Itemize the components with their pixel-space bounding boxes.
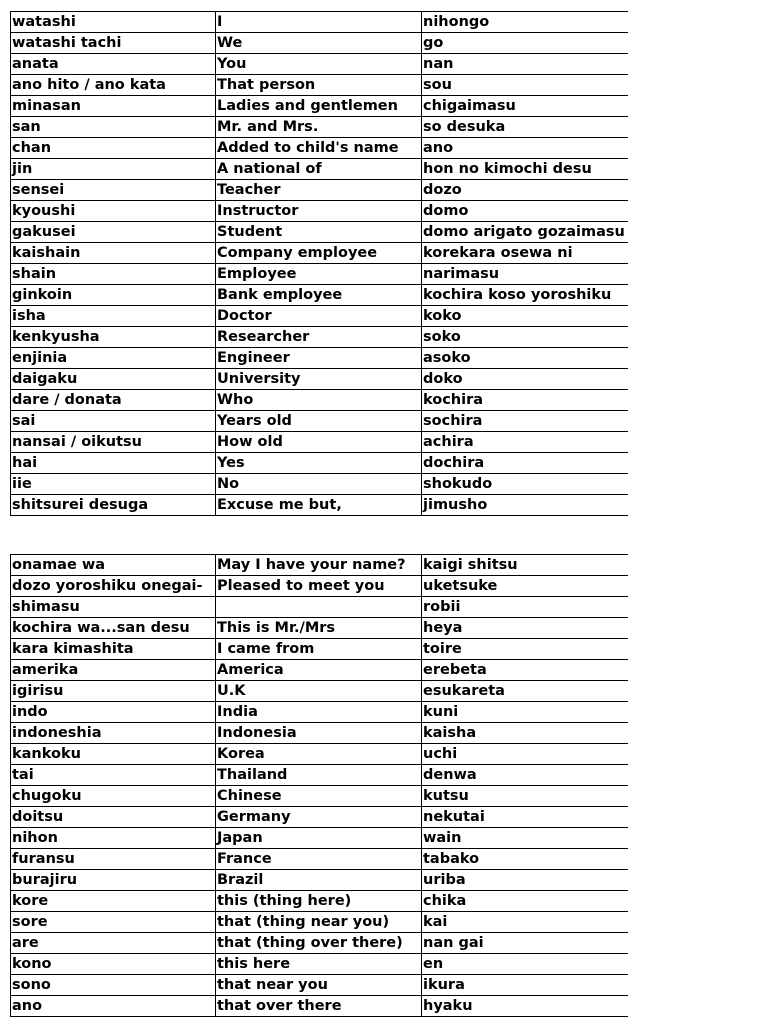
- table-row: [11, 618, 628, 639]
- romaji-cell: nihon: [11, 828, 216, 849]
- romaji-cell: kaishain: [11, 243, 216, 264]
- meaning-cell: I came from: [216, 639, 422, 660]
- romaji-cell-right: shokudo: [422, 474, 628, 495]
- table-row: [11, 369, 628, 390]
- meaning-cell: Indonesia: [216, 723, 422, 744]
- meaning-cell: Mr. and Mrs.: [216, 117, 422, 138]
- romaji-cell: amerika: [11, 660, 216, 681]
- meaning-cell: We: [216, 33, 422, 54]
- romaji-cell: doitsu: [11, 807, 216, 828]
- romaji-cell-right: robii: [422, 597, 628, 618]
- romaji-cell: dozo yoroshiku onegai-: [11, 576, 216, 597]
- table-row: [11, 576, 628, 597]
- table-row: [11, 495, 628, 516]
- meaning-cell: No: [216, 474, 422, 495]
- table-row: [11, 117, 628, 138]
- meaning-cell: Bank employee: [216, 285, 422, 306]
- meaning-cell: Added to child's name: [216, 138, 422, 159]
- romaji-cell: kara kimashita: [11, 639, 216, 660]
- table-row: [11, 222, 628, 243]
- romaji-cell-right: kaisha: [422, 723, 628, 744]
- table-row: [11, 828, 628, 849]
- table-row: [11, 744, 628, 765]
- romaji-cell: daigaku: [11, 369, 216, 390]
- romaji-cell: sensei: [11, 180, 216, 201]
- romaji-cell-right: chika: [422, 891, 628, 912]
- romaji-cell-right: nihongo: [422, 12, 628, 33]
- romaji-cell: burajiru: [11, 870, 216, 891]
- romaji-cell: shimasu: [11, 597, 216, 618]
- meaning-cell: Researcher: [216, 327, 422, 348]
- romaji-cell-right: nan: [422, 54, 628, 75]
- romaji-cell-right: korekara osewa ni: [422, 243, 628, 264]
- table-row: [11, 411, 628, 432]
- romaji-cell-right: nan gai: [422, 933, 628, 954]
- romaji-cell: kankoku: [11, 744, 216, 765]
- meaning-cell: How old: [216, 432, 422, 453]
- meaning-cell: Japan: [216, 828, 422, 849]
- table-body: [11, 12, 628, 516]
- romaji-cell: kenkyusha: [11, 327, 216, 348]
- romaji-cell: tai: [11, 765, 216, 786]
- meaning-cell: India: [216, 702, 422, 723]
- meaning-cell: Student: [216, 222, 422, 243]
- romaji-cell: san: [11, 117, 216, 138]
- table-row: [11, 870, 628, 891]
- romaji-cell-right: koko: [422, 306, 628, 327]
- meaning-cell: Engineer: [216, 348, 422, 369]
- romaji-cell-right: wain: [422, 828, 628, 849]
- romaji-cell-right: kochira: [422, 390, 628, 411]
- romaji-cell: chugoku: [11, 786, 216, 807]
- meaning-cell: A national of: [216, 159, 422, 180]
- romaji-cell-right: asoko: [422, 348, 628, 369]
- table-row: [11, 996, 628, 1017]
- table-row: [11, 201, 628, 222]
- romaji-cell-right: uchi: [422, 744, 628, 765]
- romaji-cell-right: narimasu: [422, 264, 628, 285]
- meaning-cell: that (thing over there): [216, 933, 422, 954]
- romaji-cell: indoneshia: [11, 723, 216, 744]
- table-row: [11, 180, 628, 201]
- romaji-cell: enjinia: [11, 348, 216, 369]
- table-row: [11, 474, 628, 495]
- romaji-cell: furansu: [11, 849, 216, 870]
- table-row: [11, 660, 628, 681]
- meaning-cell: May I have your name?: [216, 555, 422, 576]
- romaji-cell: chan: [11, 138, 216, 159]
- romaji-cell-right: esukareta: [422, 681, 628, 702]
- table-row: [11, 597, 628, 618]
- romaji-cell: hai: [11, 453, 216, 474]
- romaji-cell-right: dozo: [422, 180, 628, 201]
- meaning-cell: Employee: [216, 264, 422, 285]
- table-row: [11, 54, 628, 75]
- meaning-cell: I: [216, 12, 422, 33]
- table-row: [11, 639, 628, 660]
- table-row: [11, 891, 628, 912]
- table-row: [11, 285, 628, 306]
- romaji-cell: nansai / oikutsu: [11, 432, 216, 453]
- meaning-cell: You: [216, 54, 422, 75]
- romaji-cell: minasan: [11, 96, 216, 117]
- table-row: [11, 75, 628, 96]
- romaji-cell-right: en: [422, 954, 628, 975]
- romaji-cell: shitsurei desuga: [11, 495, 216, 516]
- meaning-cell: Yes: [216, 453, 422, 474]
- romaji-cell: ano hito / ano kata: [11, 75, 216, 96]
- romaji-cell: dare / donata: [11, 390, 216, 411]
- meaning-cell: Pleased to meet you: [216, 576, 422, 597]
- meaning-cell: this here: [216, 954, 422, 975]
- meaning-cell: Doctor: [216, 306, 422, 327]
- romaji-cell: ginkoin: [11, 285, 216, 306]
- meaning-cell: Ladies and gentlemen: [216, 96, 422, 117]
- romaji-cell-right: uriba: [422, 870, 628, 891]
- romaji-cell-right: erebeta: [422, 660, 628, 681]
- table-row: [11, 723, 628, 744]
- table-row: [11, 138, 628, 159]
- romaji-cell-right: chigaimasu: [422, 96, 628, 117]
- romaji-cell-right: hyaku: [422, 996, 628, 1017]
- table-body: [11, 555, 628, 1017]
- meaning-cell: America: [216, 660, 422, 681]
- table-row: [11, 702, 628, 723]
- romaji-cell-right: ikura: [422, 975, 628, 996]
- romaji-cell-right: domo: [422, 201, 628, 222]
- table-row: [11, 159, 628, 180]
- table-row: [11, 348, 628, 369]
- table-row: [11, 933, 628, 954]
- meaning-cell: U.K: [216, 681, 422, 702]
- romaji-cell-right: soko: [422, 327, 628, 348]
- table-row: [11, 390, 628, 411]
- romaji-cell: jin: [11, 159, 216, 180]
- meaning-cell: This is Mr./Mrs: [216, 618, 422, 639]
- romaji-cell: igirisu: [11, 681, 216, 702]
- romaji-cell: sore: [11, 912, 216, 933]
- table-row: [11, 765, 628, 786]
- romaji-cell-right: achira: [422, 432, 628, 453]
- table-row: [11, 96, 628, 117]
- table-row: [11, 912, 628, 933]
- table-row: [11, 453, 628, 474]
- romaji-cell-right: kutsu: [422, 786, 628, 807]
- table-row: [11, 954, 628, 975]
- romaji-cell: onamae wa: [11, 555, 216, 576]
- meaning-cell: Germany: [216, 807, 422, 828]
- romaji-cell: iie: [11, 474, 216, 495]
- romaji-cell: kochira wa...san desu: [11, 618, 216, 639]
- table-row: [11, 975, 628, 996]
- table-row: [11, 432, 628, 453]
- table-row: [11, 243, 628, 264]
- table-row: [11, 849, 628, 870]
- vocabulary-table-2: [10, 554, 628, 1017]
- romaji-cell: kono: [11, 954, 216, 975]
- table-row: [11, 807, 628, 828]
- romaji-cell-right: domo arigato gozaimasu: [422, 222, 628, 243]
- romaji-cell: gakusei: [11, 222, 216, 243]
- meaning-cell: Years old: [216, 411, 422, 432]
- romaji-cell: shain: [11, 264, 216, 285]
- meaning-cell: France: [216, 849, 422, 870]
- romaji-cell: ano: [11, 996, 216, 1017]
- meaning-cell: That person: [216, 75, 422, 96]
- romaji-cell: sono: [11, 975, 216, 996]
- romaji-cell-right: hon no kimochi desu: [422, 159, 628, 180]
- table-row: [11, 264, 628, 285]
- romaji-cell-right: sochira: [422, 411, 628, 432]
- romaji-cell-right: so desuka: [422, 117, 628, 138]
- table-row: [11, 786, 628, 807]
- romaji-cell-right: tabako: [422, 849, 628, 870]
- table-row: [11, 555, 628, 576]
- romaji-cell-right: kochira koso yoroshiku: [422, 285, 628, 306]
- romaji-cell: watashi: [11, 12, 216, 33]
- meaning-cell: Thailand: [216, 765, 422, 786]
- meaning-cell: Chinese: [216, 786, 422, 807]
- meaning-cell: Excuse me but,: [216, 495, 422, 516]
- table-row: [11, 306, 628, 327]
- romaji-cell-right: uketsuke: [422, 576, 628, 597]
- romaji-cell-right: go: [422, 33, 628, 54]
- romaji-cell-right: heya: [422, 618, 628, 639]
- romaji-cell: indo: [11, 702, 216, 723]
- romaji-cell: kyoushi: [11, 201, 216, 222]
- meaning-cell: [216, 597, 422, 618]
- table-row: [11, 327, 628, 348]
- romaji-cell-right: kaigi shitsu: [422, 555, 628, 576]
- romaji-cell: are: [11, 933, 216, 954]
- meaning-cell: that (thing near you): [216, 912, 422, 933]
- meaning-cell: University: [216, 369, 422, 390]
- romaji-cell-right: jimusho: [422, 495, 628, 516]
- vocabulary-table-1: [10, 11, 628, 516]
- romaji-cell-right: ano: [422, 138, 628, 159]
- table-row: [11, 681, 628, 702]
- romaji-cell: kore: [11, 891, 216, 912]
- table-row: [11, 33, 628, 54]
- romaji-cell-right: toire: [422, 639, 628, 660]
- meaning-cell: that near you: [216, 975, 422, 996]
- meaning-cell: Brazil: [216, 870, 422, 891]
- meaning-cell: Company employee: [216, 243, 422, 264]
- meaning-cell: Instructor: [216, 201, 422, 222]
- romaji-cell-right: dochira: [422, 453, 628, 474]
- romaji-cell-right: nekutai: [422, 807, 628, 828]
- meaning-cell: that over there: [216, 996, 422, 1017]
- romaji-cell: anata: [11, 54, 216, 75]
- romaji-cell-right: denwa: [422, 765, 628, 786]
- meaning-cell: Korea: [216, 744, 422, 765]
- romaji-cell-right: kuni: [422, 702, 628, 723]
- table-row: [11, 12, 628, 33]
- romaji-cell: sai: [11, 411, 216, 432]
- romaji-cell-right: kai: [422, 912, 628, 933]
- romaji-cell: watashi tachi: [11, 33, 216, 54]
- romaji-cell: isha: [11, 306, 216, 327]
- meaning-cell: this (thing here): [216, 891, 422, 912]
- romaji-cell-right: doko: [422, 369, 628, 390]
- meaning-cell: Teacher: [216, 180, 422, 201]
- meaning-cell: Who: [216, 390, 422, 411]
- romaji-cell-right: sou: [422, 75, 628, 96]
